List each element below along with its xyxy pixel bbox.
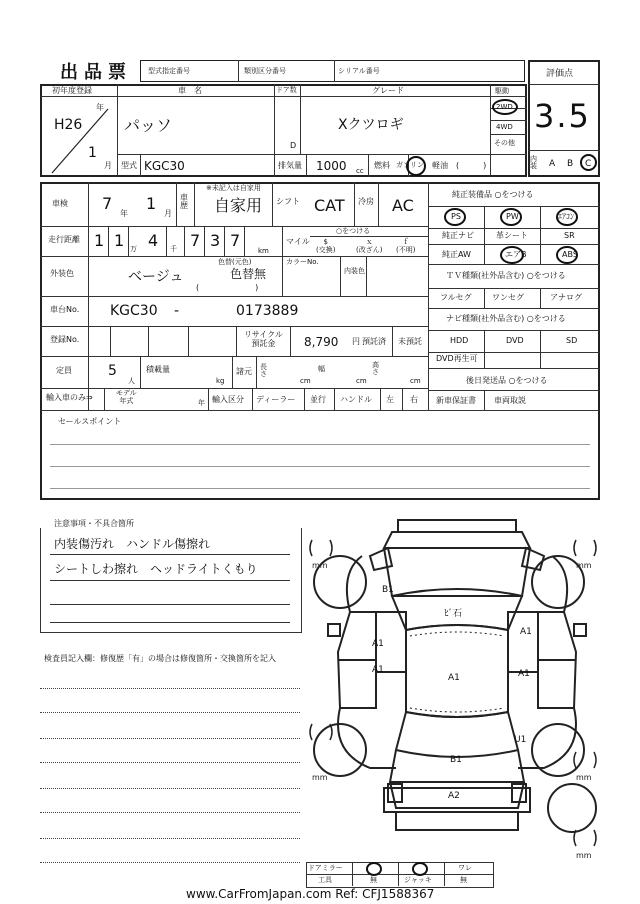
model-label: 型式: [121, 161, 137, 170]
navi-sd: SD: [566, 336, 578, 345]
exterior-label: 外装色: [50, 269, 74, 278]
aircon-value: AC: [392, 196, 414, 215]
chassis-dash: -: [174, 303, 180, 319]
first-reg-month: 1: [88, 145, 97, 161]
mark-chip: ﾋﾞ石: [444, 609, 463, 619]
exterior-value: ベージュ: [128, 269, 184, 285]
rating-value: 3.5: [534, 97, 591, 135]
color-no-label: カラーNo.: [286, 258, 319, 266]
import-label: 輸入車のみ⇒: [46, 393, 93, 402]
interior-b: B: [567, 159, 574, 169]
drive-2wd: 2WD: [496, 103, 513, 111]
car-diagram: [300, 512, 612, 862]
inspection-month-unit: 月: [164, 209, 172, 218]
car-name-value: パッソ: [124, 116, 173, 135]
equip-aw: 純正AW: [442, 250, 471, 259]
aftermarket-warranty: 新車保証書: [436, 396, 476, 405]
car-name-label: 車 名: [178, 86, 202, 95]
capacity-unit: 人: [128, 377, 135, 385]
color-change-paren: ( ): [196, 283, 259, 292]
first-reg-slash: [40, 97, 118, 177]
sales-point-label: セールスポイント: [58, 417, 122, 426]
grade-value: Xクツロギ: [338, 117, 404, 133]
tv-oneseg: ワンセグ: [492, 293, 524, 302]
doors-value: D: [290, 141, 297, 150]
load-unit: kg: [216, 377, 225, 385]
tv-title: ＴＶ種類(社外品含む) ○をつける: [446, 271, 566, 280]
equip-leather: 革シート: [496, 231, 528, 240]
mm-fl: mm: [312, 561, 328, 570]
interior-color-label: 内装色: [344, 267, 365, 275]
tv-fullseg: フルセグ: [440, 293, 472, 302]
notes-label: 注意事項・不具合箇所: [54, 519, 134, 528]
aircon-label: 冷房: [358, 197, 374, 206]
mileage-circle-note: ○をつける: [336, 227, 371, 235]
mileage-digit-4: 7: [190, 231, 201, 250]
mileage-unit2: マイル: [286, 237, 310, 246]
mark-a1-door-rl: A1: [372, 665, 384, 675]
dims-width-unit: cm: [356, 377, 367, 385]
inspection-year: 7: [102, 194, 113, 213]
mark-a1-door-fr: A1: [520, 627, 532, 637]
tv-analog: アナログ: [550, 293, 582, 302]
color-change-label: 色替(元色): [218, 258, 252, 266]
recycle-unpaid: 未預託: [398, 337, 422, 346]
inspection-year-unit: 年: [120, 209, 128, 218]
dims-label: 諸元: [236, 367, 252, 376]
mileage-digit-1: 1: [94, 231, 105, 250]
history-value: 自家用: [214, 196, 263, 215]
chassis-number: 0173889: [236, 303, 299, 319]
model-value: KGC30: [144, 159, 185, 173]
mileage-label: 走行距離: [48, 235, 80, 244]
import-dealer: ディーラー: [256, 395, 296, 404]
mm-rr: mm: [576, 773, 592, 782]
mirror-crack: ワレ: [458, 864, 472, 872]
mirror-left-circle: [366, 862, 382, 876]
displacement-value: 1000: [316, 159, 347, 173]
recycle-value: 8,790: [304, 335, 339, 349]
mark-b1-rear: B1: [450, 755, 462, 765]
notes-line-2: シートしわ擦れ ヘッドライトくもり: [54, 562, 258, 576]
equipment-title: 純正装備品 ○をつける: [452, 190, 534, 199]
interior-c-circle: [580, 154, 597, 171]
mileage-opt-exchange: $ (交換): [316, 238, 336, 255]
header-box: [140, 60, 525, 82]
interior-a: A: [549, 159, 556, 169]
history-label: 車歴: [180, 193, 188, 210]
shift-label: シフト: [276, 197, 300, 206]
mm-fr: mm: [576, 561, 592, 570]
rating-label: 評価点: [546, 69, 574, 79]
equip-navi: 純正ナビ: [442, 231, 474, 240]
import-right: 右: [410, 395, 418, 404]
mileage-digit-3: 4: [148, 231, 159, 250]
footer-watermark: www.CarFromJapan.com Ref: CFJ1588367: [186, 887, 435, 901]
mark-b1-front: B1: [382, 585, 394, 595]
navi-dvd-play: DVD再生可: [436, 354, 478, 363]
mileage-digit-2: 1: [114, 231, 125, 250]
doors-label: ドア数: [276, 86, 297, 94]
aftermarket-manual: 車両取説: [494, 396, 526, 405]
import-left: 左: [386, 395, 394, 404]
mm-rl: mm: [312, 773, 328, 782]
mileage-man: 万: [130, 245, 137, 253]
equip-pw-circle: [500, 208, 522, 226]
fuel-circle: [406, 156, 426, 176]
history-note: ※未記入は自家用: [206, 184, 261, 192]
fuel-other: 軽油: [432, 161, 448, 170]
registration-label: 登録No.: [50, 335, 80, 344]
interior-c: C: [585, 159, 592, 169]
chassis-label: 車台No.: [50, 305, 80, 314]
equip-abs-circle: [556, 246, 578, 264]
first-reg-year-unit: 年: [96, 103, 104, 112]
mirror-label: ドアミラー: [308, 864, 343, 872]
navi-dvd: DVD: [506, 336, 524, 345]
class-no-label: 類別区分番号: [244, 67, 286, 75]
aftermarket-title: 後日発送品 ○をつける: [466, 376, 548, 385]
equip-sr: SR: [564, 231, 575, 240]
import-parallel: 並行: [310, 395, 326, 404]
inspection-month: 1: [146, 194, 157, 213]
color-change-value: 色替無: [230, 267, 267, 281]
import-model-year: モデル 年式: [116, 389, 137, 405]
jack-value: 無: [460, 876, 467, 884]
displacement-label: 排気量: [278, 161, 302, 170]
drive-other: その他: [494, 139, 515, 147]
jack-label: ジャッキ: [404, 876, 432, 884]
mirror-right-circle: [412, 862, 428, 876]
recycle-label: リサイクル 預託金: [244, 330, 283, 348]
navi-hdd: HDD: [450, 336, 469, 345]
dims-length-unit: cm: [300, 377, 311, 385]
mark-a1-door-rr: A1: [518, 669, 530, 679]
capacity-label: 定員: [56, 366, 72, 375]
mileage-digit-6: 7: [230, 231, 241, 250]
drive-4wd: 4WD: [496, 123, 513, 131]
chassis-prefix: KGC30: [110, 303, 158, 319]
grade-label: グレード: [372, 86, 404, 95]
equip-aircon-circle: [556, 208, 578, 226]
tools-value: 無: [370, 876, 377, 884]
mileage-unit: km: [258, 247, 269, 255]
serial-no-label: シリアル番号: [338, 67, 380, 75]
fuel-paren: ( ): [456, 161, 487, 170]
first-reg-label: 初年度登録: [52, 86, 92, 95]
mileage-sen: 千: [170, 245, 177, 253]
equip-airbag: エアB: [505, 250, 527, 259]
equip-ps: PS: [451, 212, 461, 221]
mileage-opt-tamper: ｘ (改ざん): [356, 238, 383, 255]
dims-length: 長さ: [260, 363, 267, 378]
first-reg-year: H26: [54, 117, 83, 133]
first-reg-month-unit: 月: [104, 161, 112, 170]
fuel-label: 燃料: [374, 161, 390, 170]
form-title: 出品票: [60, 62, 132, 83]
mark-u1: U1: [514, 735, 527, 745]
drive-label: 駆動: [495, 87, 509, 95]
inspection-label: 車検: [52, 199, 68, 208]
interior-label: 内装: [530, 155, 537, 170]
equip-aircon: ｴｱｺﾝ: [558, 212, 574, 221]
mm-spare: mm: [576, 851, 592, 860]
navi-title: ナビ種類(社外品含む) ○をつける: [446, 314, 566, 323]
equip-ps-circle: [444, 208, 466, 226]
equip-airbag-circle: [500, 246, 524, 264]
mileage-opt-unknown: ｆ (不明): [396, 238, 416, 255]
mileage-digit-5: 3: [210, 231, 221, 250]
mark-a1-roof: A1: [448, 673, 460, 683]
mark-a1-door-fl: A1: [372, 639, 384, 649]
model-code-label: 型式指定番号: [148, 67, 190, 75]
import-category: 輸入区分: [212, 395, 244, 404]
tools-label: 工具: [318, 876, 332, 884]
mark-a2: A2: [448, 791, 460, 801]
dims-width: 幅: [318, 365, 325, 373]
drive-2wd-circle: [492, 99, 518, 115]
fuel-value: ガソリン: [396, 161, 424, 169]
recycle-unit: 円: [352, 337, 360, 346]
import-handle: ハンドル: [340, 395, 372, 404]
capacity-value: 5: [108, 363, 117, 379]
recycle-paid: 預託済: [362, 337, 386, 346]
displacement-unit: cc: [356, 167, 364, 175]
load-label: 積載量: [146, 365, 170, 374]
equip-pw: PW: [506, 212, 519, 221]
dims-height-unit: cm: [410, 377, 421, 385]
notes-line-1: 内装傷汚れ ハンドル傷擦れ: [54, 537, 211, 551]
dims-height: 高さ: [372, 361, 379, 376]
shift-value: CAT: [314, 196, 345, 215]
equip-abs: ABS: [562, 250, 578, 259]
import-year-unit: 年: [198, 399, 205, 407]
inspector-label: 検査員記入欄：修復歴「有」の場合は修復箇所・交換箇所を記入: [44, 654, 276, 663]
